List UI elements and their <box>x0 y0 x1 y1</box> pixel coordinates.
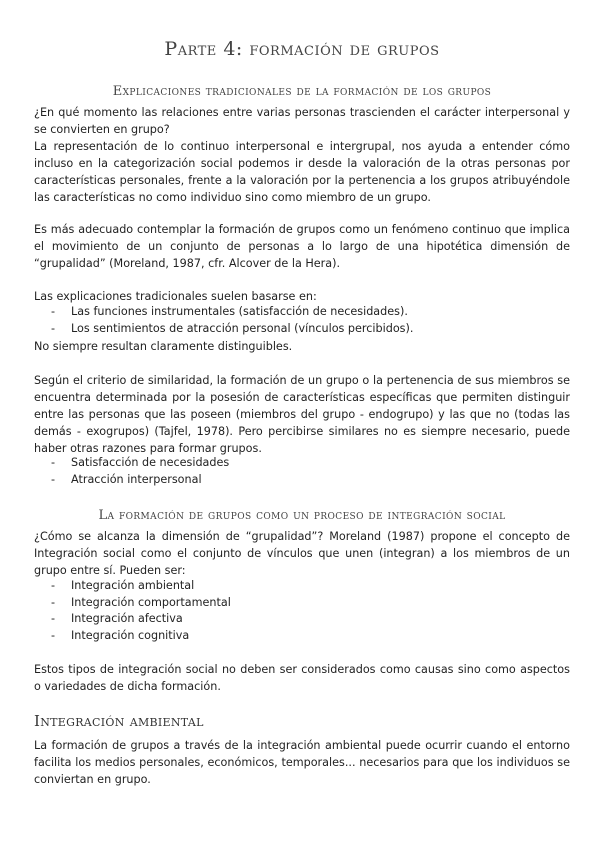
list-item: - Satisfacción de necesidades <box>34 455 229 472</box>
list-item: - Integración comportamental <box>34 595 231 612</box>
paragraph: ¿En qué momento las relaciones entre varias personas trascienden el carácter interpersonal y se convierten en grupo? <box>34 106 570 136</box>
paragraph: Las explicaciones tradicionales suelen basarse en: <box>34 290 317 303</box>
paragraph: No siempre resultan claramente distinguibles. <box>34 340 293 353</box>
list-item: - Integración ambiental <box>34 578 231 595</box>
bullet-list <box>34 578 231 644</box>
list-item: - Atracción interpersonal <box>34 472 229 489</box>
paragraph: La representación de lo continuo interpersonal e intergrupal, nos ayuda a entender cómo incluso en la categorización social podemos ir desde la valoración de la otras personas por características personales, frente a la valoración por la pertenencia a los grupos atribuyéndole las características no como individuo sino como miembro de un grupo. <box>34 140 570 204</box>
bullet-list <box>34 304 413 337</box>
paragraph: Según el criterio de similaridad, la formación de un grupo o la pertenencia de sus miembros se encuentra determinada por la posesión de características específicas que permiten distinguir entre las personas que las poseen (miembros del grupo - endogrupo) y las que no (todas las demás - exogrupos) (Tajfel, 1978). Pero percibirse similares no es siempre necesario, puede haber otras razones para formar grupos. <box>34 374 570 455</box>
section-heading-explicaciones: Explicaciones tradicionales de la formación de los grupos <box>112 84 492 99</box>
list-item: - Integración afectiva <box>34 611 231 628</box>
list-item: - Las funciones instrumentales (satisfacción de necesidades). <box>34 304 413 321</box>
list-item: - Los sentimientos de atracción personal (vínculos percibidos). <box>34 321 413 338</box>
paragraph: La formación de grupos a través de la integración ambiental puede ocurrir cuando el entorno facilita los medios personales, económicos, temporales... necesarios para que los individuos se conviertan en grupo. <box>34 739 570 786</box>
list-item: - Integración cognitiva <box>34 628 231 645</box>
paragraph: Es más adecuado contemplar la formación de grupos como un fenómeno continuo que implica el movimiento de un conjunto de personas a lo largo de una hipotética dimensión de “grupalidad” (Moreland, 1987, cfr. Alcover de la Hera). <box>34 223 570 270</box>
bullet-list <box>34 455 229 488</box>
paragraph: Estos tipos de integración social no deben ser considerados como causas sino como aspectos o variedades de dicha formación. <box>34 663 570 693</box>
section-heading-integracion-social: La formación de grupos como un proceso de integración social <box>98 508 506 523</box>
page-title: Parte 4: formación de grupos <box>164 38 440 60</box>
subsection-heading-integracion-ambiental: Integración ambiental <box>34 712 204 730</box>
paragraph: ¿Cómo se alcanza la dimensión de “grupalidad”? Moreland (1987) propone el concepto de Integración social como el conjunto de vínculos que unen (integran) a los miembros de un grupo entre sí. Pueden ser: <box>34 530 570 577</box>
